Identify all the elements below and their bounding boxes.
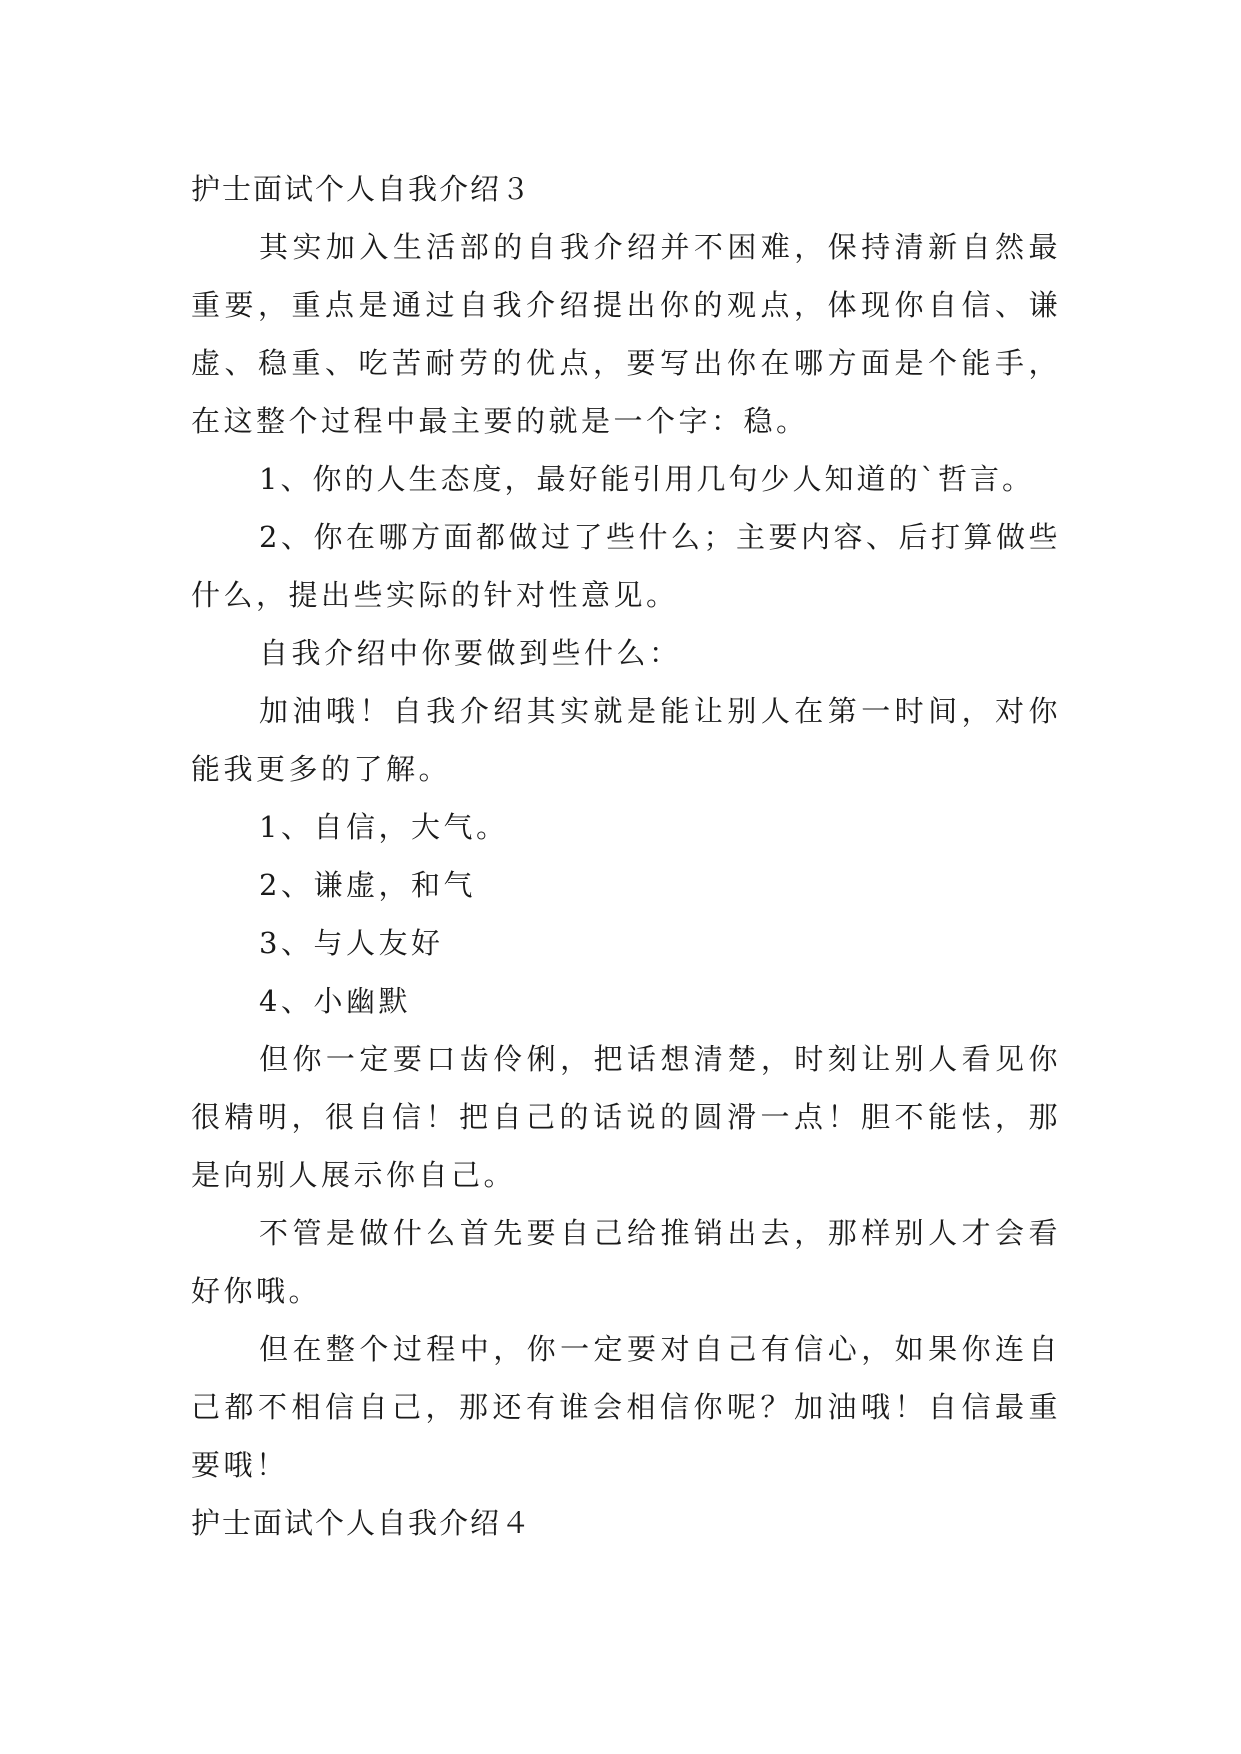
paragraph-point-2: 2、你在哪方面都做过了些什么；主要内容、后打算做些什么，提出些实际的针对性意见。 xyxy=(191,520,1061,612)
paragraph-articulate: 但你一定要口齿伶俐，把话想清楚，时刻让别人看见你很精明，很自信！把自己的话说的圆滑一点！胆不能怯，那是向别人展示你自己。 xyxy=(191,1042,1061,1192)
section-heading-3: 护士面试个人自我介绍３ xyxy=(191,172,533,206)
list-item-friendly: 3、与人友好 xyxy=(259,926,444,960)
list-item-modest: 2、谦虚，和气 xyxy=(259,868,476,902)
document-body xyxy=(191,160,1061,1552)
paragraph-point-1: 1、你的人生态度，最好能引用几句少人知道的`哲言。 xyxy=(259,462,1034,496)
list-item-confident: 1、自信，大气。 xyxy=(259,810,509,844)
list-item-humor: 4、小幽默 xyxy=(259,984,411,1018)
paragraph-promote: 不管是做什么首先要自己给推销出去，那样别人才会看好你哦。 xyxy=(191,1216,1061,1308)
section-heading-4: 护士面试个人自我介绍４ xyxy=(191,1506,533,1540)
paragraph-subheading: 自我介绍中你要做到些什么： xyxy=(259,636,682,670)
paragraph-encourage: 加油哦！自我介绍其实就是能让别人在第一时间，对你能我更多的了解。 xyxy=(191,694,1061,786)
paragraph-intro: 其实加入生活部的自我介绍并不困难，保持清新自然最重要，重点是通过自我介绍提出你的观点，体现你自信、谦虚、稳重、吃苦耐劳的优点，要写出你在哪方面是个能手，在这整个过程中最主要的就是一个字：稳。 xyxy=(191,230,1061,438)
paragraph-confidence: 但在整个过程中，你一定要对自己有信心，如果你连自己都不相信自己，那还有谁会相信你呢？加油哦！自信最重要哦！ xyxy=(191,1332,1061,1482)
